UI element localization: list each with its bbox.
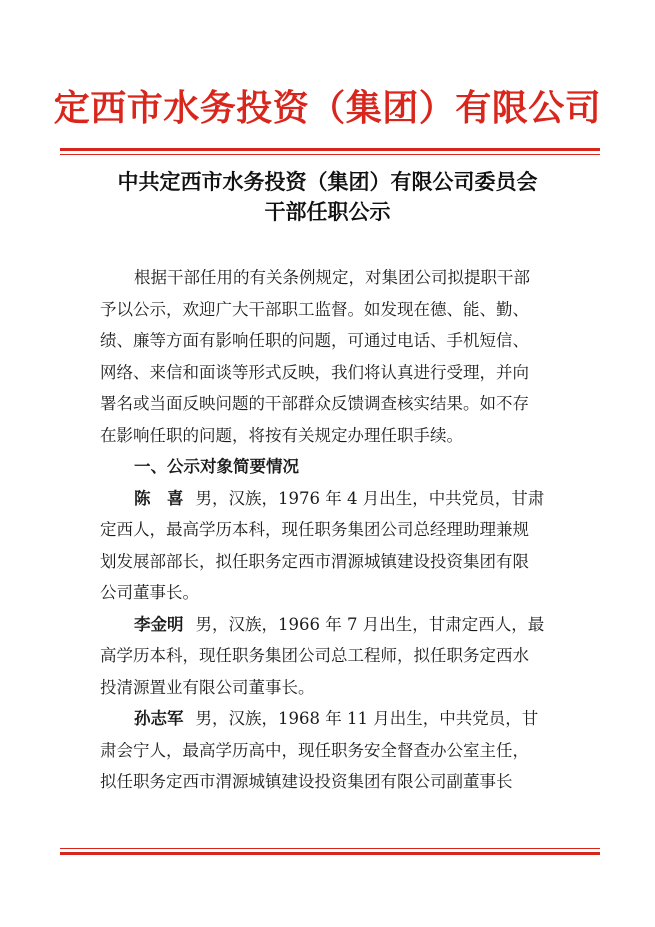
person-first-line [100, 609, 560, 641]
person-name: 陈 喜 [134, 488, 184, 508]
intro-line: 予以公示，欢迎广大干部职工监督。如发现在德、能、勤、 [100, 299, 529, 319]
person-line: 定西人，最高学历本科，现任职务集团公司总经理助理兼规 [100, 520, 529, 539]
person-line: 划发展部部长，拟任职务定西市渭源城镇建设投资集团有限 [100, 551, 529, 571]
person-line: 拟任职务定西市渭源城镇建设投资集团有限公司副董事长 [100, 772, 513, 791]
bottom-red-rule-thick [60, 852, 600, 855]
person-summary: 男，汉族，1966 年 7 月出生，甘肃定西人，最 [195, 614, 545, 634]
document-title-line-1: 中共定西市水务投资（集团）有限公司委员会 [117, 169, 538, 194]
top-red-rule-thin [60, 154, 600, 155]
top-red-rule-thick [60, 148, 600, 151]
letterhead-title: 定西市水务投资（集团）有限公司 [53, 87, 602, 129]
person-summary: 男，汉族，1968 年 11 月出生，中共党员，甘 [195, 709, 539, 728]
person-line: 肃会宁人，最高学历高中，现任职务安全督查办公室主任， [100, 740, 529, 760]
person-line: 高学历本科，现任职务集团公司总工程师，拟任职务定西水 [100, 646, 529, 665]
document-body [100, 262, 560, 798]
person-name: 李金明 [134, 614, 184, 634]
intro-line: 绩、廉等方面有影响任职的问题，可通过电话、手机短信、 [100, 331, 529, 350]
document-title-line-2: 干部任职公示 [264, 199, 391, 224]
intro-line: 网络、来信和面谈等形式反映，我们将认真进行受理，并向 [100, 362, 529, 382]
person-line: 投清源置业有限公司董事长。 [100, 677, 315, 697]
person-name: 孙志军 [134, 709, 184, 728]
person-summary: 男，汉族，1976 年 4 月出生，中共党员，甘肃 [195, 488, 545, 508]
intro-line: 署名或当面反映问题的干部群众反馈调查核实结果。如不存 [100, 394, 529, 413]
bottom-red-rule-thin [60, 848, 600, 849]
intro-line: 在影响任职的问题，将按有关规定办理任职手续。 [100, 425, 463, 445]
section-heading: 一、公示对象简要情况 [134, 457, 299, 476]
intro-line: 根据干部任用的有关条例规定，对集团公司拟提职干部 [134, 268, 530, 287]
person-line: 公司董事长。 [100, 583, 199, 602]
person-first-line [100, 703, 560, 735]
person-first-line [100, 483, 560, 515]
